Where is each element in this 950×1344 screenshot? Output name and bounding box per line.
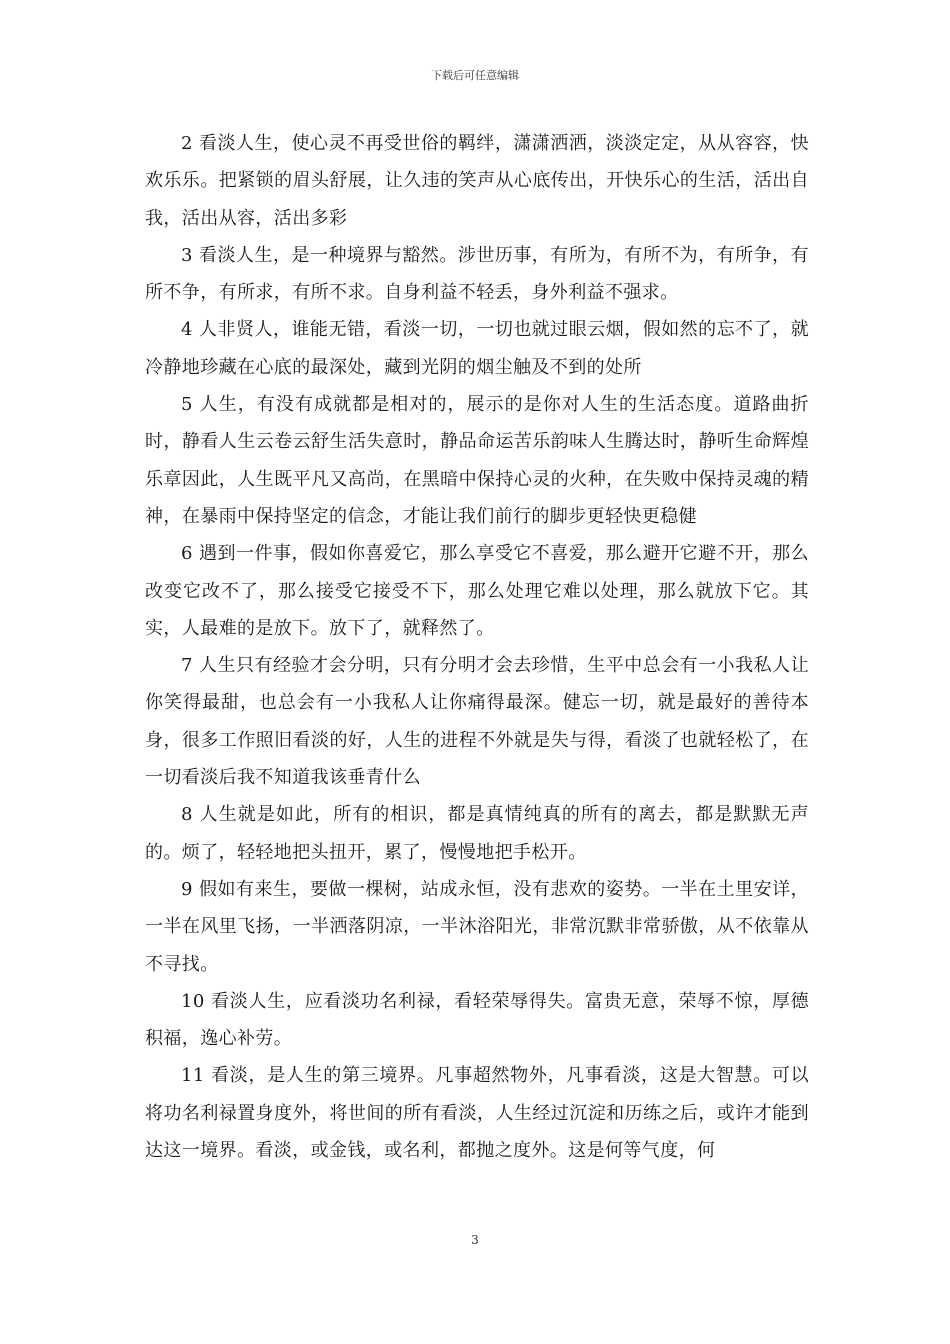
paragraph-9: 9 假如有来生，要做一棵树，站成永恒，没有悲欢的姿势。一半在土里安详，一半在风里飞扬，一半洒落阴凉，一半沐浴阳光，非常沉默非常骄傲，从不依靠从不寻找。: [145, 878, 809, 975]
page-header: 下载后可任意编辑: [431, 69, 519, 82]
paragraph-2: 2 看淡人生，使心灵不再受世俗的羁绊，潇潇洒洒，淡淡定定，从从容容，快欢乐乐。把紧锁的眉头舒展，让久违的笑声从心底传出，开快乐心的生活，活出自我，活出从容，活出多彩: [145, 133, 809, 229]
paragraph-7: 7 人生只有经验才会分明，只有分明才会去珍惜，生平中总会有一小我私人让你笑得最甜，也总会有一小我私人让你痛得最深。健忘一切，就是最好的善待本身，很多工作照旧看淡的好，人生的进程不外就是失与得，看淡了也就轻松了，在一切看淡后我不知道我该垂青什么: [145, 655, 809, 789]
paragraph-4: 4 人非贤人，谁能无错，看淡一切，一切也就过眼云烟，假如然的忘不了，就冷静地珍藏在心底的最深处，藏到光阴的烟尘触及不到的处所: [145, 319, 809, 378]
paragraph-6: 6 遇到一件事，假如你喜爱它，那么享受它不喜爱，那么避开它避不开，那么改变它改不了，那么接受它接受不下，那么处理它难以处理，那么就放下它。其实，人最难的是放下。放下了，就释然了。: [145, 543, 809, 639]
paragraph-8: 8 人生就是如此，所有的相识，都是真情纯真的所有的离去，都是默默无声的。烦了，轻轻地把头扭开，累了，慢慢地把手松开。: [145, 804, 809, 863]
paragraph-11: 11 看淡，是人生的第三境界。凡事超然物外，凡事看淡，这是大智慧。可以将功名利禄置身度外，将世间的所有看淡，人生经过沉淀和历练之后，或许才能到达这一境界。看淡，或金钱，或名利，都抛之度外。这是何等气度，何: [145, 1065, 809, 1162]
paragraph-3: 3 看淡人生，是一种境界与豁然。涉世历事，有所为，有所不为，有所争，有所不争，有所求，有所不求。自身利益不轻丢，身外利益不强求。: [145, 244, 809, 304]
document-body: [145, 125, 809, 1169]
paragraph-5: 5 人生，有没有成就都是相对的，展示的是你对人生的生活态度。道路曲折时，静看人生云卷云舒生活失意时，静品命运苦乐韵味人生腾达时，静听生命辉煌乐章因此，人生既平凡又高尚，在黑暗中保持心灵的火种，在失败中保持灵魂的精神，在暴雨中保持坚定的信念，才能让我们前行的脚步更轻快更稳健: [145, 394, 809, 527]
paragraph-10: 10 看淡人生，应看淡功名利禄，看轻荣辱得失。富贵无意，荣辱不惊，厚德积福，逸心补劳。: [145, 990, 809, 1050]
page-number: 3: [471, 1233, 479, 1247]
